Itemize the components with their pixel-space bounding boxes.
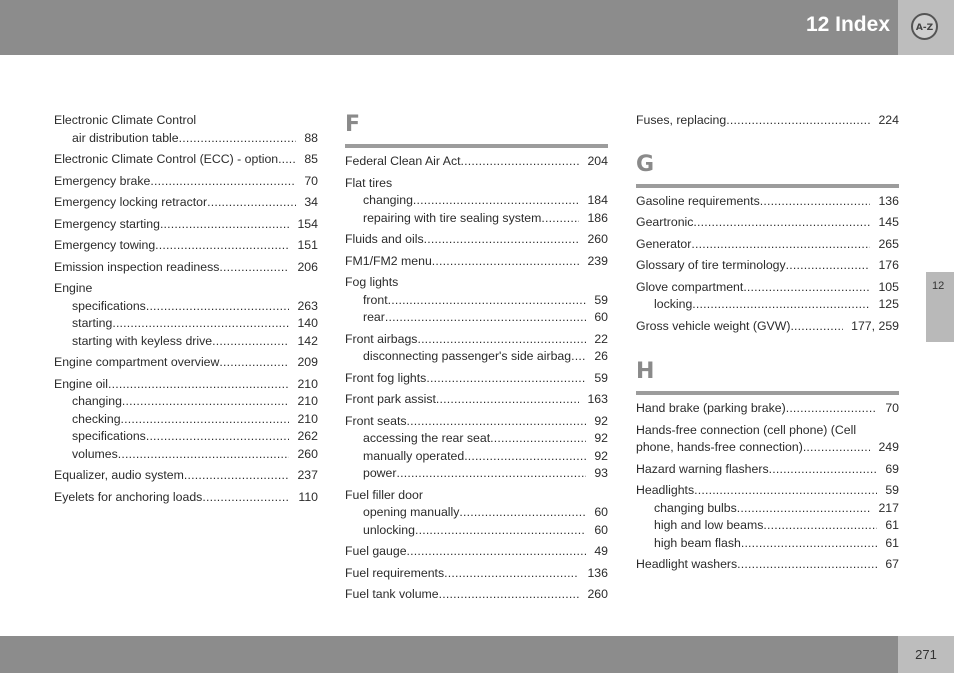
dot-leader	[763, 517, 877, 535]
dot-leader	[407, 413, 587, 431]
entry-label: Hazard warning flashers	[636, 461, 769, 476]
index-entry-group	[345, 175, 608, 228]
index-entry-group	[54, 489, 318, 507]
index-entry-group	[345, 565, 608, 583]
index-entry[interactable]	[636, 318, 899, 336]
page-reference[interactable]: 92	[594, 448, 608, 463]
entry-label: Glossary of tire terminology	[636, 258, 786, 272]
entry-label: opening manually	[363, 505, 460, 519]
dot-leader	[461, 153, 580, 171]
page-reference[interactable]: 206	[297, 259, 318, 274]
index-entry-group	[636, 482, 899, 552]
page-reference[interactable]: 67	[885, 557, 899, 571]
page-reference[interactable]: 93	[594, 466, 608, 480]
entry-label: Emergency towing	[54, 238, 156, 252]
dot-leader	[202, 489, 290, 507]
index-entry-group	[345, 370, 608, 388]
dot-leader	[571, 348, 586, 366]
index-entry[interactable]	[54, 376, 318, 394]
index-entry-group	[54, 112, 318, 147]
page-header	[0, 0, 954, 55]
dot-leader	[692, 296, 870, 314]
index-entry-group	[345, 153, 608, 171]
page-reference[interactable]: 22	[594, 331, 608, 346]
entry-label: starting	[72, 316, 113, 330]
index-entry-group	[636, 193, 899, 211]
entry-label: volumes	[72, 446, 118, 461]
index-entry-group	[345, 391, 608, 409]
dot-leader	[282, 151, 297, 169]
index-entry-group	[345, 487, 608, 540]
page-reference[interactable]: 177, 259	[851, 318, 899, 333]
entry-label-line: Hands-free connection (cell phone) (Cell	[636, 422, 857, 437]
page-title: 12 Index	[805, 13, 890, 36]
page-reference[interactable]: 260	[587, 232, 608, 246]
dot-leader	[122, 393, 290, 411]
index-entry-group	[54, 376, 318, 464]
letter-h: H	[636, 359, 655, 384]
dot-leader	[150, 173, 296, 191]
page-reference[interactable]: 249	[878, 440, 899, 454]
entry-label: Glove compartment	[636, 279, 744, 294]
page-reference[interactable]: 61	[885, 535, 899, 550]
index-entry[interactable]	[345, 391, 608, 409]
dot-leader	[179, 130, 297, 148]
index-entry[interactable]	[636, 257, 899, 275]
entry-label: changing	[72, 394, 122, 408]
index-entry-group	[345, 413, 608, 483]
letter-heading-h	[636, 359, 899, 395]
page-footer	[0, 636, 954, 673]
entry-label: checking	[72, 411, 121, 426]
index-subentry[interactable]	[54, 315, 318, 333]
index-entry[interactable]	[54, 259, 318, 277]
entry-label: Fuel gauge	[345, 544, 407, 558]
entry-label: high beam flash	[654, 535, 741, 550]
page-reference[interactable]: 110	[298, 489, 318, 504]
index-entry-group	[54, 151, 318, 169]
entry-label: Generator	[636, 236, 692, 251]
letter-g: G	[636, 151, 655, 177]
index-entry-group	[54, 354, 318, 372]
page-reference[interactable]: 210	[297, 376, 318, 391]
page-reference[interactable]: 85	[304, 152, 318, 166]
entry-label: Front airbags	[345, 331, 418, 346]
dot-leader	[424, 231, 580, 249]
index-entry[interactable]	[54, 151, 318, 169]
index-entry[interactable]	[345, 231, 608, 249]
page-reference[interactable]: 136	[587, 565, 608, 580]
letter-heading-f	[345, 112, 608, 148]
dot-leader	[160, 216, 290, 234]
index-entry-group	[54, 237, 318, 255]
entry-heading: Electronic Climate Control	[54, 113, 197, 127]
a-z-index-icon	[911, 13, 938, 40]
index-subentry[interactable]	[345, 448, 608, 466]
entry-label: Eyelets for anchoring loads	[54, 489, 203, 504]
dot-leader	[726, 112, 870, 130]
page-reference[interactable]: 210	[297, 394, 318, 408]
dot-leader	[464, 448, 586, 466]
index-entry-group	[636, 318, 899, 336]
letter-heading-g	[636, 152, 899, 188]
dot-leader	[417, 331, 586, 349]
entry-label: Fluids and oils	[345, 232, 424, 246]
entry-label: front	[363, 292, 388, 307]
index-entry-group	[345, 586, 608, 604]
page-reference[interactable]: 69	[885, 461, 899, 476]
index-subentry[interactable]	[636, 535, 899, 553]
page-reference[interactable]: 70	[304, 173, 318, 188]
entry-label: phone, hands-free connection)	[636, 440, 803, 454]
index-entry-group	[636, 400, 899, 418]
dot-leader	[439, 586, 580, 604]
index-entry-group	[54, 173, 318, 191]
index-subentry[interactable]	[54, 428, 318, 446]
index-subentry[interactable]	[345, 504, 608, 522]
page-reference[interactable]: 34	[304, 195, 318, 209]
index-entry-group	[345, 231, 608, 249]
page-reference[interactable]: 59	[885, 483, 899, 497]
dot-leader	[219, 354, 289, 372]
entry-label: repairing with tire sealing system	[363, 210, 542, 225]
dot-leader	[426, 370, 586, 388]
entry-label: high and low beams	[654, 518, 764, 532]
index-column-3	[636, 112, 899, 578]
dot-leader	[741, 535, 877, 553]
entry-label: Engine compartment overview	[54, 355, 220, 369]
entry-label: Emission inspection readiness	[54, 259, 220, 274]
index-subentry[interactable]	[345, 292, 608, 310]
dot-leader	[146, 428, 290, 446]
entry-label: starting with keyless drive	[72, 333, 213, 348]
index-entry-group	[54, 467, 318, 485]
index-subentry[interactable]	[54, 393, 318, 411]
page-reference[interactable]: 209	[297, 355, 318, 369]
index-entry-group	[636, 257, 899, 275]
index-subentry[interactable]	[345, 309, 608, 327]
entry-label: Federal Clean Air Act	[345, 154, 461, 168]
entry-label: Electronic Climate Control (ECC) - option.	[54, 152, 282, 166]
page-reference[interactable]: 88	[304, 130, 318, 145]
index-entry[interactable]	[54, 467, 318, 485]
page-reference[interactable]: 204	[587, 154, 608, 168]
page-reference[interactable]: 263	[297, 298, 318, 313]
page-reference[interactable]: 260	[587, 587, 608, 601]
dot-leader	[388, 292, 587, 310]
page-reference[interactable]: 163	[587, 392, 608, 406]
index-column-1	[54, 112, 318, 510]
page-reference[interactable]: 49	[594, 544, 608, 558]
index-entry-group	[54, 280, 318, 350]
index-subentry[interactable]	[636, 500, 899, 518]
index-subentry[interactable]	[54, 446, 318, 464]
index-entry[interactable]	[345, 543, 608, 561]
index-entry-group	[54, 259, 318, 277]
index-entry[interactable]	[636, 461, 899, 479]
entry-label: disconnecting passenger's side airbag	[363, 349, 572, 363]
index-subentry[interactable]	[54, 411, 318, 429]
entry-label: changing	[363, 193, 413, 207]
page-reference[interactable]: 154	[297, 216, 318, 231]
dot-leader	[108, 376, 289, 394]
page-reference[interactable]: 217	[878, 500, 899, 515]
dot-leader	[760, 193, 871, 211]
index-entry-group	[636, 461, 899, 479]
a-z-icon-text: A-Z	[915, 23, 934, 33]
index-entry-group	[636, 279, 899, 314]
page-reference[interactable]: 105	[878, 279, 899, 294]
dot-leader	[786, 400, 878, 418]
page-reference[interactable]: 184	[587, 193, 608, 207]
index-subentry[interactable]	[345, 522, 608, 540]
index-subentry[interactable]	[345, 210, 608, 228]
index-entry-group	[636, 422, 899, 457]
index-entry-group	[345, 543, 608, 561]
entry-label: accessing the rear seat	[363, 431, 491, 445]
index-subentry[interactable]	[345, 465, 608, 483]
page-reference[interactable]: 60	[594, 310, 608, 324]
index-entry[interactable]	[54, 237, 318, 255]
dot-leader	[118, 446, 290, 464]
dot-leader	[413, 192, 580, 210]
page-reference[interactable]: 92	[594, 431, 608, 445]
entry-label: specifications	[72, 298, 146, 313]
entry-label: Front park assist	[345, 392, 436, 406]
index-entry-group	[345, 253, 608, 271]
page-reference[interactable]: 61	[885, 518, 899, 532]
index-entry-group	[345, 274, 608, 327]
index-subentry[interactable]	[636, 517, 899, 535]
index-entry-group	[636, 236, 899, 254]
index-entry-group	[54, 194, 318, 212]
entry-label: power	[363, 466, 397, 480]
index-subentry[interactable]	[54, 298, 318, 316]
page-reference[interactable]: 136	[878, 193, 899, 208]
page-number: 271	[915, 647, 937, 662]
index-entry[interactable]	[345, 253, 608, 271]
dot-leader	[790, 318, 843, 336]
entry-label: Emergency locking retractor	[54, 195, 208, 209]
page-reference[interactable]: 210	[297, 411, 318, 426]
entry-label: locking	[654, 297, 693, 311]
index-entry[interactable]	[54, 173, 318, 191]
dot-leader	[737, 556, 877, 574]
entry-label: Engine oil	[54, 376, 109, 391]
dot-leader	[184, 467, 290, 485]
chapter-tab-label: 12	[932, 280, 945, 292]
header-icon-box	[898, 0, 954, 55]
entry-heading: Fuel filler door	[345, 487, 423, 502]
index-entry[interactable]	[636, 112, 899, 130]
dot-leader	[459, 504, 586, 522]
letter-f: F	[345, 112, 361, 137]
index-entry-group	[636, 214, 899, 232]
entry-label: FM1/FM2 menu	[345, 253, 432, 268]
dot-leader	[146, 298, 290, 316]
index-entry[interactable]	[345, 153, 608, 171]
page-reference[interactable]: 125	[878, 297, 899, 311]
index-entry[interactable]	[636, 439, 899, 457]
entry-label: Fuel requirements	[345, 565, 445, 580]
index-subentry[interactable]	[345, 430, 608, 448]
page-reference[interactable]: 145	[878, 215, 899, 229]
dot-leader	[743, 279, 870, 297]
entry-label: Emergency brake	[54, 173, 151, 188]
entry-label: Geartronic	[636, 215, 694, 229]
index-entry-group	[345, 331, 608, 366]
dot-leader	[415, 522, 586, 540]
dot-leader	[541, 210, 579, 228]
index-entry[interactable]	[636, 193, 899, 211]
page-reference[interactable]: 265	[878, 236, 899, 251]
entry-label: manually operated	[363, 448, 465, 463]
dot-leader	[444, 565, 579, 583]
page-reference[interactable]: 142	[297, 333, 318, 348]
entry-label: Equalizer, audio system	[54, 468, 184, 482]
page-reference[interactable]: 140	[297, 316, 318, 330]
index-entry[interactable]	[54, 354, 318, 372]
index-column-2	[345, 112, 608, 608]
entry-label: Front seats	[345, 413, 407, 428]
dot-leader	[219, 259, 289, 277]
page-reference[interactable]: 92	[594, 413, 608, 428]
index-entry-group	[636, 112, 899, 130]
page-reference[interactable]: 151	[297, 238, 318, 252]
entry-label: Front fog lights	[345, 370, 427, 385]
page-reference[interactable]: 26	[594, 349, 608, 363]
dot-leader	[490, 430, 586, 448]
dot-leader	[693, 214, 870, 232]
dot-leader	[397, 465, 587, 483]
dot-leader	[112, 315, 289, 333]
page-reference[interactable]: 176	[878, 258, 899, 272]
entry-label: Emergency starting	[54, 216, 160, 231]
entry-label: Fuses, replacing	[636, 113, 727, 127]
dot-leader	[155, 237, 289, 255]
index-entry[interactable]	[636, 279, 899, 297]
index-entry[interactable]	[636, 214, 899, 232]
dot-leader	[385, 309, 586, 327]
index-entry[interactable]	[636, 556, 899, 574]
entry-heading: Fog lights	[345, 275, 399, 289]
dot-leader	[803, 439, 871, 457]
page-number-box	[898, 636, 954, 673]
dot-leader	[737, 500, 871, 518]
entry-label: Headlight washers	[636, 557, 738, 571]
index-subentry[interactable]	[54, 333, 318, 351]
index-entry[interactable]	[345, 413, 608, 431]
page-reference[interactable]: 186	[587, 210, 608, 225]
page-reference[interactable]: 60	[594, 522, 608, 537]
entry-label: specifications	[72, 429, 146, 443]
dot-leader	[786, 257, 871, 275]
entry-label: Headlights	[636, 483, 695, 497]
entry-label: Hand brake (parking brake)	[636, 401, 786, 415]
entry-label: rear	[363, 310, 385, 324]
index-subentry[interactable]	[54, 130, 318, 148]
page-reference[interactable]: 239	[587, 253, 608, 268]
dot-leader	[121, 411, 290, 429]
index-entry[interactable]	[636, 482, 899, 500]
index-entry[interactable]	[345, 370, 608, 388]
dot-leader	[207, 194, 296, 212]
entry-label: air distribution table	[72, 130, 179, 145]
entry-label: Gasoline requirements	[636, 193, 760, 208]
page-reference[interactable]: 260	[297, 446, 318, 461]
dot-leader	[212, 333, 289, 351]
index-subentry[interactable]	[345, 348, 608, 366]
index-entry[interactable]	[345, 565, 608, 583]
entry-heading: Flat tires	[345, 175, 393, 190]
page-reference[interactable]: 70	[885, 401, 899, 415]
index-entry-group	[54, 216, 318, 234]
index-entry[interactable]	[636, 400, 899, 418]
page-reference[interactable]: 224	[878, 113, 899, 127]
index-entry[interactable]	[54, 489, 318, 507]
page-reference[interactable]: 60	[594, 505, 608, 519]
index-subentry[interactable]	[345, 192, 608, 210]
dot-leader	[432, 253, 580, 271]
index-entry[interactable]	[345, 586, 608, 604]
page-reference[interactable]: 59	[594, 370, 608, 385]
page-reference[interactable]: 59	[594, 292, 608, 307]
index-entry[interactable]	[54, 194, 318, 212]
entry-label: Fuel tank volume	[345, 587, 439, 601]
index-entry[interactable]	[636, 236, 899, 254]
dot-leader	[436, 391, 580, 409]
dot-leader	[694, 482, 877, 500]
entry-heading: Engine	[54, 281, 93, 295]
index-entry[interactable]	[54, 216, 318, 234]
index-entry-group	[636, 556, 899, 574]
entry-label: Gross vehicle weight (GVW)	[636, 318, 791, 333]
entry-label: unlocking	[363, 522, 415, 537]
dot-leader	[407, 543, 587, 561]
chapter-tab[interactable]	[926, 272, 954, 342]
index-entry[interactable]	[345, 331, 608, 349]
dot-leader	[769, 461, 878, 479]
dot-leader	[691, 236, 870, 254]
page-reference[interactable]: 262	[297, 429, 318, 443]
entry-label: changing bulbs	[654, 500, 737, 515]
index-subentry[interactable]	[636, 296, 899, 314]
page-reference[interactable]: 237	[297, 468, 318, 482]
